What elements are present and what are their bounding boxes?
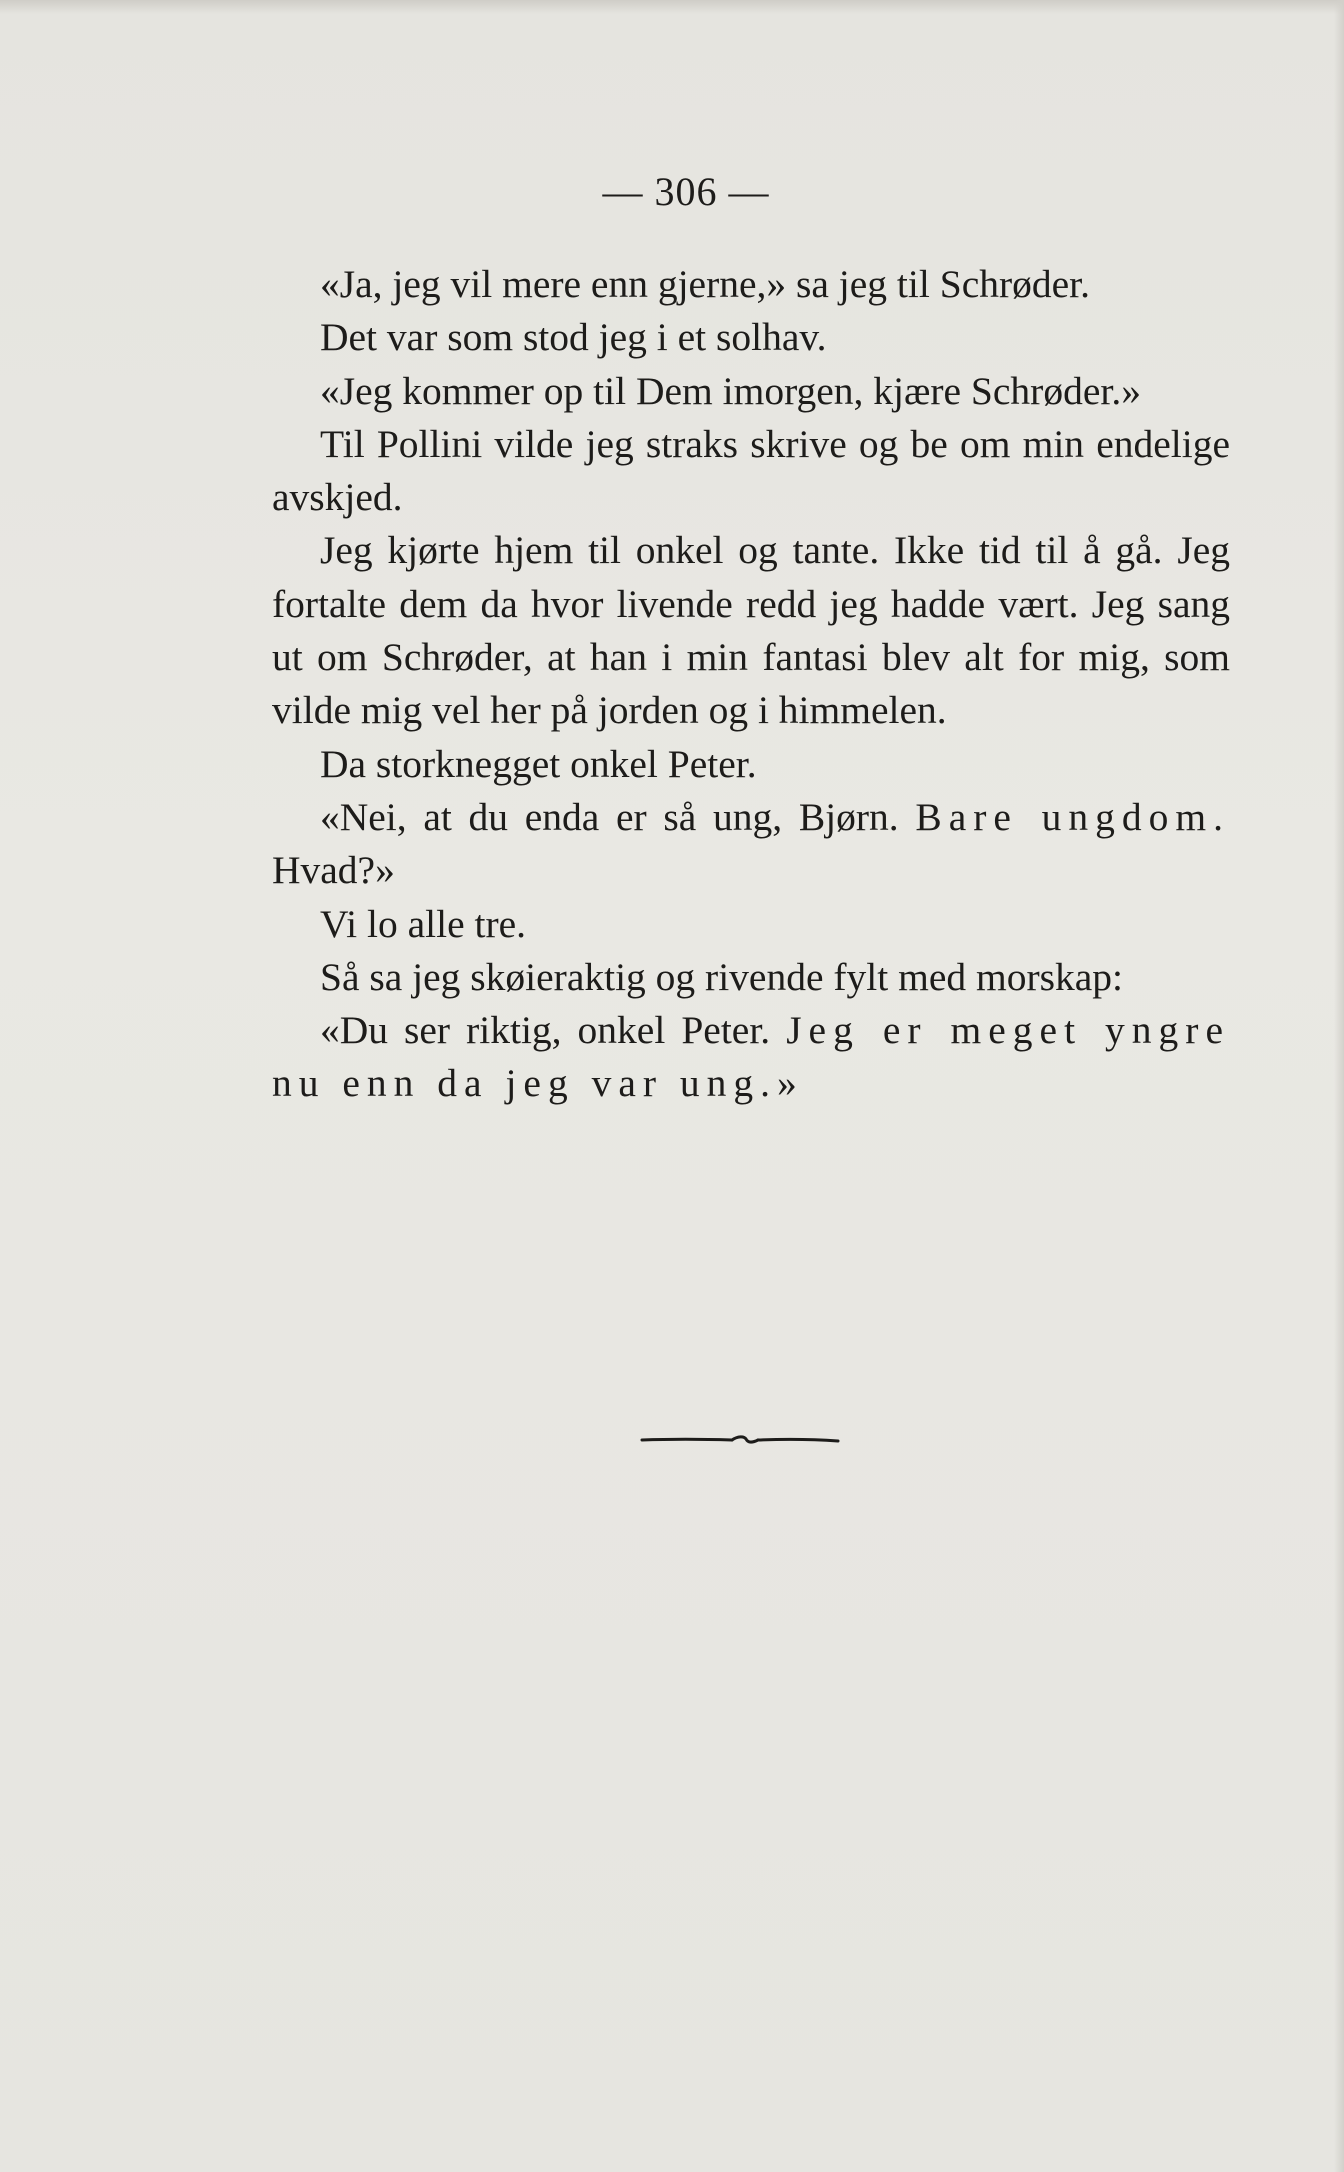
- paragraph-10-part-a: «Du ser riktig, onkel Peter.: [320, 1008, 787, 1053]
- paragraph-1: «Ja, jeg vil mere enn gjerne,» sa jeg til Schrøder.: [320, 262, 1091, 306]
- paragraph-6: Da storknegget onkel Peter.: [320, 741, 757, 786]
- paragraph-4: Til Pollini vilde jeg straks skrive og be om min endelige avskjed.: [272, 421, 1230, 520]
- paragraph-3: «Jeg kommer op til Dem imorgen, kjære Schrøder.»: [320, 368, 1141, 413]
- body-text: [272, 258, 1230, 1111]
- page-number: — 306 —: [602, 169, 770, 214]
- paragraph-7-part-a: «Nei, at du enda er så ung, Bjørn.: [320, 794, 916, 839]
- paragraph-10-spaced-emphasis: Jeg er meget yngre nu enn da jeg var ung.: [272, 1008, 1230, 1106]
- page-top-shadow: [0, 0, 1344, 14]
- paragraph-9: Så sa jeg skøieraktig og rivende fylt med morskap:: [320, 954, 1123, 999]
- paragraph-5: Jeg kjørte hjem til onkel og tante. Ikke tid til å gå. Jeg fortalte dem da hvor livende redd jeg hadde vært. Jeg sang ut om Schrøder, at han i min fantasi blev alt for mig, som vilde mig vel her på jorden og i himmelen.: [272, 528, 1230, 733]
- end-ornament-icon: [640, 1427, 840, 1451]
- paragraph-7-spaced-emphasis: Bare ungdom.: [915, 794, 1230, 839]
- paragraph-10: [272, 1004, 1230, 1111]
- paragraph-7: [272, 791, 1230, 898]
- page-right-edge: [1334, 0, 1344, 2172]
- paragraph-2: Det var som stod jeg i et solhav.: [320, 315, 827, 360]
- paragraph-10-part-c: »: [777, 1061, 797, 1106]
- paragraph-8: Vi lo alle tre.: [320, 901, 527, 946]
- paragraph-7-part-c: Hvad?»: [272, 848, 395, 893]
